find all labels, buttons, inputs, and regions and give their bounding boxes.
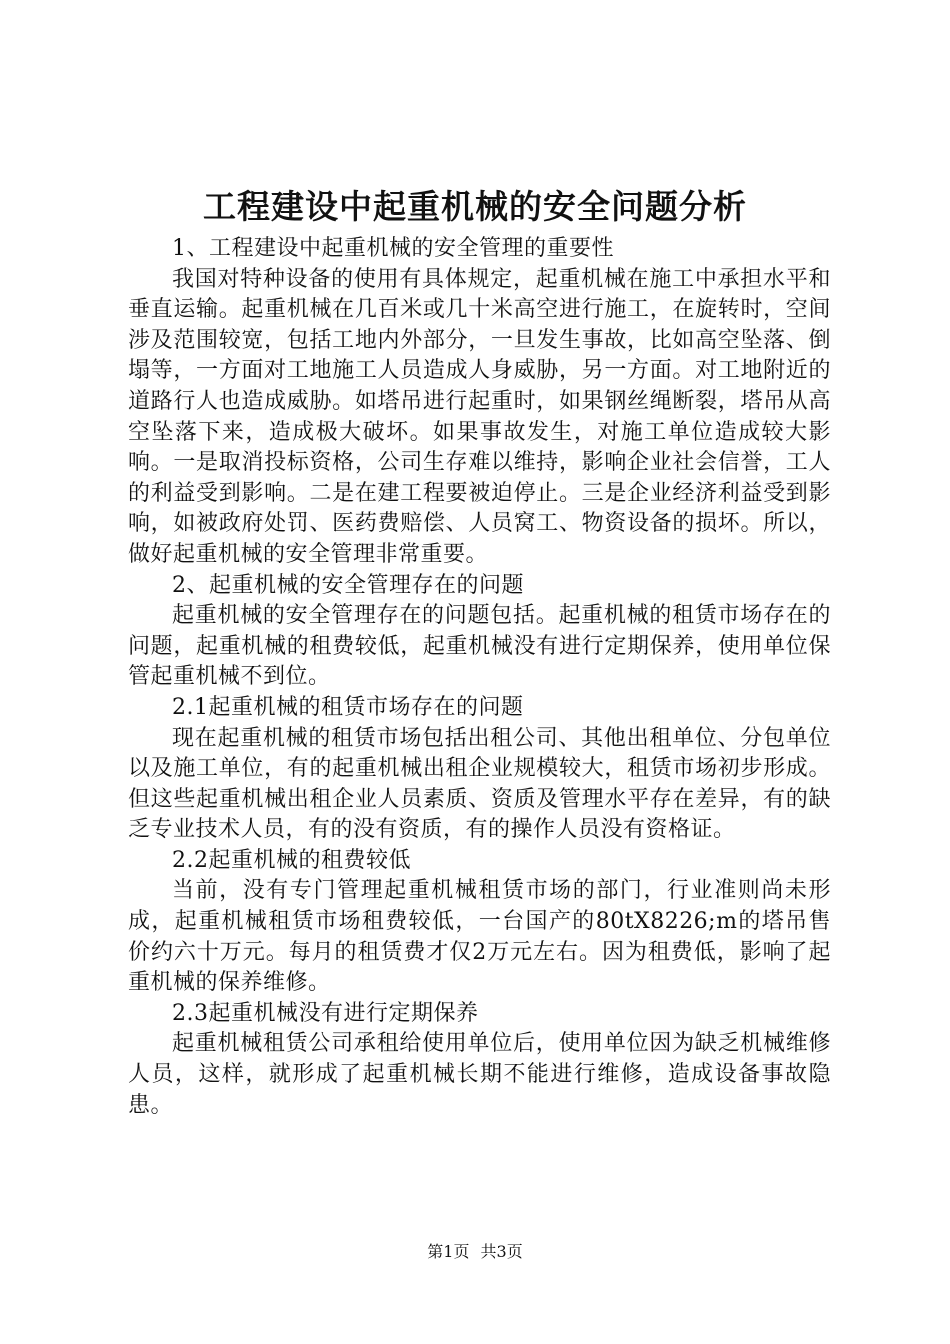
page-footer — [0, 1240, 950, 1264]
paragraph: 我国对特种设备的使用有具体规定，起重机械在施工中承担水平和垂直运输。起重机械在几百米或几十米高空进行施工，在旋转时，空间涉及范围较宽，包括工地内外部分，一旦发生事故，比如高空坠落、倒塌等，一方面对工地施工人员造成人身威胁，另一方面。对工地附近的道路行人也造成威胁。如塔吊进行起重时，如果钢丝绳断裂，塔吊从高空坠落下来，造成极大破坏。如果事故发生，对施工单位造成较大影响。一是取消投标资格，公司生存难以维持，影响企业社会信誉，工人的利益受到影响。二是在建工程要被迫停止。三是企业经济利益受到影响，如被政府处罚、医药费赔偿、人员窝工、物资设备的损坏。所以，做好起重机械的安全管理非常重要。 — [128, 266, 831, 567]
page-number: 第1页 — [427, 1242, 470, 1261]
paragraph: 起重机械的安全管理存在的问题包括。起重机械的租赁市场存在的问题，起重机械的租费较低，起重机械没有进行定期保养，使用单位保管起重机械不到位。 — [128, 603, 831, 690]
page-total: 共3页 — [480, 1242, 523, 1261]
document-body — [128, 234, 831, 1121]
section-heading: 2.2起重机械的租费较低 — [172, 847, 411, 873]
paragraph: 起重机械租赁公司承租给使用单位后，使用单位因为缺乏机械维修人员，这样，就形成了起重机械长期不能进行维修，造成设备事故隐患。 — [128, 1031, 831, 1118]
section-heading: 2.1起重机械的租赁市场存在的问题 — [172, 694, 524, 720]
section-heading: 1、工程建设中起重机械的安全管理的重要性 — [172, 236, 614, 261]
paragraph: 当前，没有专门管理起重机械租赁市场的部门，行业准则尚未形成，起重机械租赁市场租费较低，一台国产的80tX8226;m的塔吊售价约六十万元。每月的租赁费才仅2万元左右。因为租费低，影响了起重机械的保养维修。 — [128, 878, 831, 996]
paragraph: 现在起重机械的租赁市场包括出租公司、其他出租单位、分包单位以及施工单位，有的起重机械出租企业规模较大，租赁市场初步形成。但这些起重机械出租企业人员素质、资质及管理水平存在差异，有的缺乏专业技术人员，有的没有资质，有的操作人员没有资格证。 — [128, 725, 831, 843]
section-heading: 2、起重机械的安全管理存在的问题 — [172, 572, 524, 598]
document-title: 工程建设中起重机械的安全问题分析 — [203, 187, 747, 226]
section-heading: 2.3起重机械没有进行定期保养 — [172, 1000, 479, 1026]
